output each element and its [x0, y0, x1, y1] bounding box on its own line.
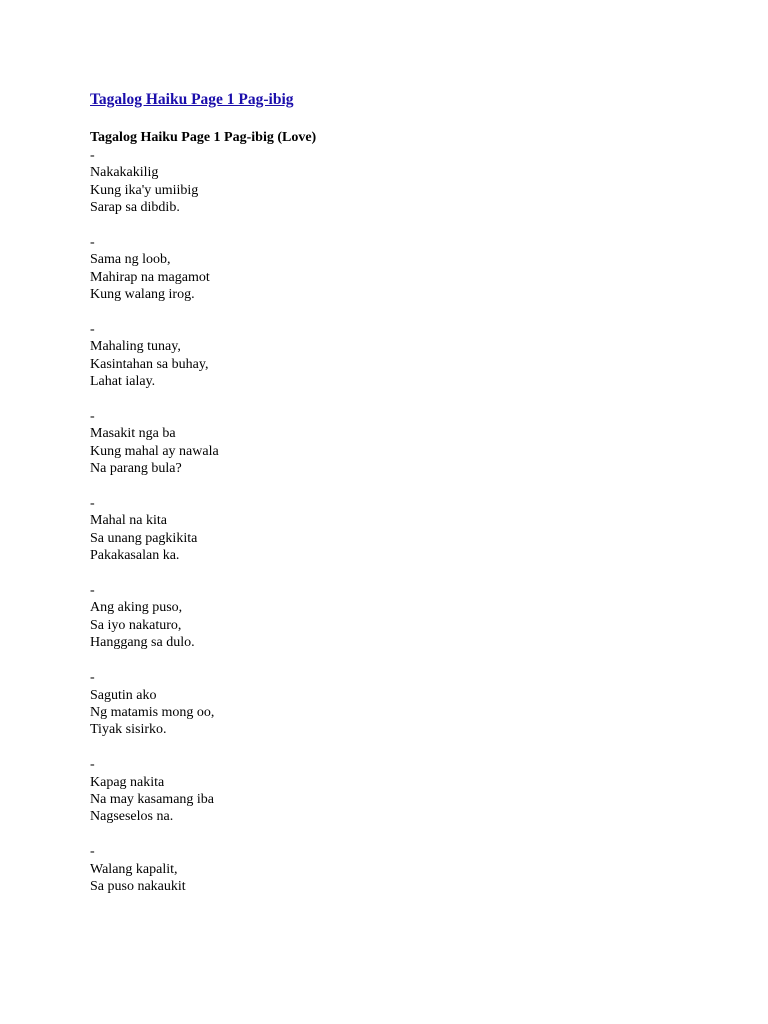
poem-line: Na parang bula? [90, 461, 182, 477]
poem-line: Masakit nga ba [90, 426, 176, 442]
haiku-poem [90, 408, 730, 478]
haiku-poem [90, 321, 730, 391]
haiku-poem [90, 843, 730, 895]
haiku-poem [90, 756, 730, 826]
document-page [90, 90, 730, 895]
poem-line: Lahat ialay. [90, 374, 156, 390]
poem-line: Kung ika'y umiibig [90, 182, 199, 198]
poem-line: Sagutin ako [90, 687, 157, 703]
poem-line: Nakakakilig [90, 165, 159, 181]
document-title-link[interactable]: Tagalog Haiku Page 1 Pag-ibig [90, 91, 294, 108]
poem-line: Mahaling tunay, [90, 339, 181, 355]
poem-separator: - [90, 409, 95, 425]
poem-separator: - [90, 496, 95, 512]
poem-line: Hanggang sa dulo. [90, 635, 195, 651]
poem-separator: - [90, 322, 95, 338]
document-subtitle: Tagalog Haiku Page 1 Pag-ibig (Love) [90, 130, 317, 145]
haiku-poem [90, 147, 730, 217]
haiku-poem [90, 495, 730, 565]
poem-line: Tiyak sisirko. [90, 722, 167, 738]
poem-line: Na may kasamang iba [90, 791, 215, 807]
poem-separator: - [90, 148, 95, 163]
poem-line: Walang kapalit, [90, 861, 178, 877]
haiku-poem [90, 234, 730, 304]
poem-line: Kasintahan sa buhay, [90, 356, 209, 372]
poem-separator: - [90, 235, 95, 251]
poem-separator: - [90, 670, 95, 686]
poem-separator: - [90, 844, 95, 860]
poem-line: Ang aking puso, [90, 600, 183, 616]
haiku-poem [90, 582, 730, 652]
poem-separator: - [90, 583, 95, 599]
poem-line: Sarap sa dibdib. [90, 200, 180, 216]
poem-line: Sa iyo nakaturo, [90, 617, 182, 633]
poem-line: Sama ng loob, [90, 252, 171, 268]
poem-line: Sa puso nakaukit [90, 878, 186, 894]
poem-line: Kung mahal ay nawala [90, 443, 219, 459]
poem-line: Nagseselos na. [90, 809, 174, 825]
poem-list [90, 147, 730, 895]
poem-line: Kapag nakita [90, 774, 165, 790]
poem-separator: - [90, 757, 95, 773]
poem-line: Mahirap na magamot [90, 269, 210, 285]
poem-line: Kung walang irog. [90, 287, 195, 303]
poem-line: Mahal na kita [90, 513, 167, 529]
poem-line: Ng matamis mong oo, [90, 704, 215, 720]
haiku-poem [90, 669, 730, 739]
poem-line: Pakakasalan ka. [90, 548, 180, 564]
poem-line: Sa unang pagkikita [90, 530, 198, 546]
